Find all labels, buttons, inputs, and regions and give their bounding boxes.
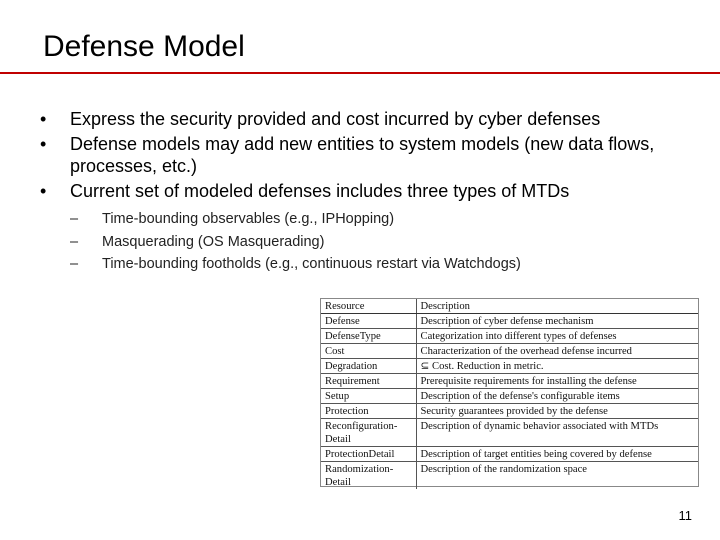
sub-bullet-item [70, 253, 700, 276]
table-cell-resource: Setup [321, 389, 416, 404]
table-row [321, 359, 698, 374]
sub-bullet-marker: – [70, 256, 79, 272]
table-row [321, 329, 698, 344]
sub-bullet-list [70, 208, 700, 276]
bullet-marker: • [40, 109, 47, 129]
table-cell-resource: Degradation [321, 359, 416, 374]
resource-table-image [320, 298, 699, 487]
bullet-marker: • [40, 134, 47, 154]
table-cell-resource: Requirement [321, 374, 416, 389]
table-cell-description: ⊆ Cost. Reduction in metric. [416, 359, 698, 374]
sub-bullet-marker: – [70, 233, 79, 250]
table-row [321, 462, 698, 490]
sub-bullet-text: Time-bounding observables (e.g., IPHopping) [102, 211, 395, 227]
table-cell-description: Prerequisite requirements for installing the defense [416, 374, 698, 389]
resource-table [321, 299, 698, 489]
table-cell-resource: Reconfiguration-Detail [321, 419, 416, 447]
title-divider [0, 72, 720, 74]
table-header-row [321, 299, 698, 314]
bullet-item [40, 108, 700, 130]
bullet-text: Express the security provided and cost incurred by cyber defenses [70, 109, 601, 129]
table-row [321, 374, 698, 389]
bullet-item [40, 133, 700, 177]
table-row [321, 314, 698, 329]
table-cell-resource: ProtectionDetail [321, 447, 416, 462]
table-row [321, 419, 698, 447]
table-row [321, 404, 698, 419]
table-cell-description: Description of dynamic behavior associated with MTDs [416, 419, 698, 447]
table-cell-description: Description of target entities being covered by defense [416, 447, 698, 462]
bullet-text: Current set of modeled defenses includes three types of MTDs [70, 181, 570, 201]
bullet-marker: • [40, 181, 47, 201]
sub-bullet-text: Masquerading (OS Masquerading) [102, 233, 325, 250]
page-number: 11 [678, 508, 692, 523]
table-cell-description: Description of the defense's configurable items [416, 389, 698, 404]
table-cell-resource: Defense [321, 314, 416, 329]
table-row [321, 389, 698, 404]
table-cell-resource: Cost [321, 344, 416, 359]
table-header-resource: Resource [321, 299, 416, 314]
table-header-description: Description [416, 299, 698, 314]
table-cell-resource: Protection [321, 404, 416, 419]
sub-bullet-item [70, 208, 700, 231]
bullet-text: Defense models may add new entities to system models (new data flows, processes, etc.) [70, 134, 655, 176]
table-cell-resource: Randomization-Detail [321, 462, 416, 490]
table-cell-resource: DefenseType [321, 329, 416, 344]
table-cell-description: Categorization into different types of defenses [416, 329, 698, 344]
table-cell-description: Characterization of the overhead defense incurred [416, 344, 698, 359]
sub-bullet-item [70, 231, 700, 254]
bullet-item [40, 180, 700, 276]
table-cell-description: Security guarantees provided by the defense [416, 404, 698, 419]
bullet-list [40, 108, 700, 279]
table-row [321, 447, 698, 462]
table-cell-description: Description of the randomization space [420, 464, 587, 475]
sub-bullet-marker: – [70, 211, 79, 227]
table-cell-description: Description of cyber defense mechanism [416, 314, 698, 329]
sub-bullet-text: Time-bounding footholds (e.g., continuous restart via Watchdogs) [102, 256, 521, 272]
slide-title: Defense Model [43, 30, 245, 63]
table-row [321, 344, 698, 359]
